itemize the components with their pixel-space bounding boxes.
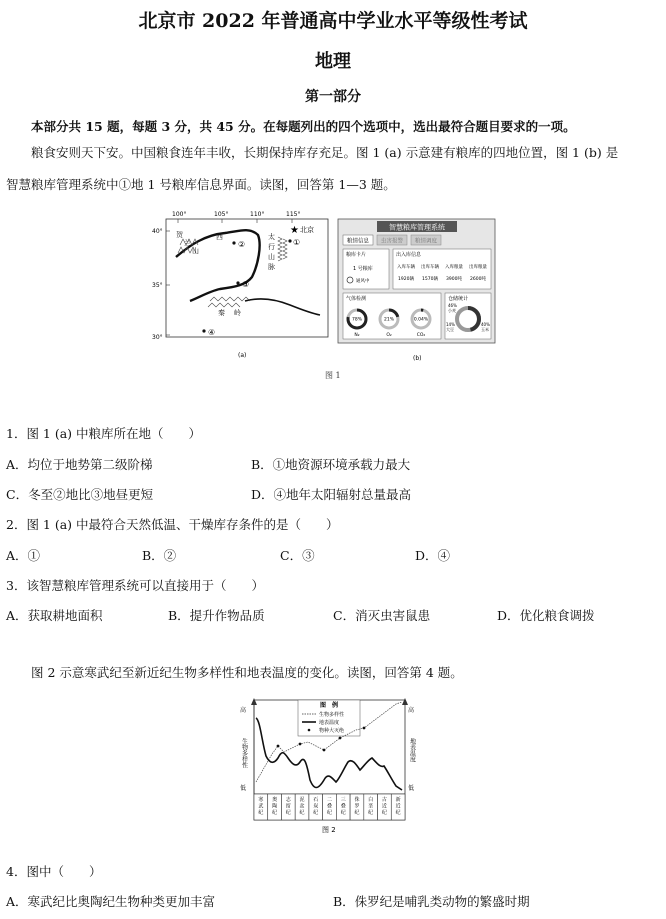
lon-label: 100° bbox=[172, 211, 187, 218]
q1-stem: 1．图 1 (a) 中粮库所在地（ ） bbox=[6, 426, 202, 441]
svg-text:西: 西 bbox=[216, 233, 223, 241]
period-label: 叠 bbox=[326, 803, 333, 810]
svg-text:出库车辆: 出库车辆 bbox=[421, 265, 439, 270]
svg-text:大豆: 大豆 bbox=[446, 327, 454, 332]
svg-text:高: 高 bbox=[408, 707, 415, 714]
q3-stem: 3．该智慧粮库管理系统可以直接用于（ ） bbox=[6, 578, 264, 593]
point-1: ① bbox=[293, 238, 301, 247]
q2-option-b[interactable]: B．② bbox=[142, 548, 177, 563]
period-label: 留 bbox=[285, 803, 291, 810]
period-label: 纪 bbox=[340, 810, 346, 816]
period-label: 叠 bbox=[340, 803, 346, 810]
legend-title: 图 例 bbox=[319, 702, 339, 709]
svg-text:入库粮量: 入库粮量 bbox=[445, 265, 463, 270]
period-label: 武 bbox=[258, 803, 264, 810]
tab-grain-info: 粮情信息 bbox=[346, 238, 370, 245]
period-label: 纪 bbox=[285, 810, 291, 816]
q4-stem: 4．图中（ ） bbox=[6, 864, 102, 879]
gauge-gas: O₂ bbox=[386, 333, 392, 338]
figure2-chart bbox=[238, 698, 420, 838]
svg-text:行: 行 bbox=[268, 243, 275, 251]
lon-label: 110° bbox=[250, 211, 265, 218]
q1-option-a[interactable]: A．均位于地势第二级阶梯 bbox=[6, 457, 153, 472]
svg-text:46%: 46% bbox=[448, 303, 457, 308]
figure2-caption: 图 2 bbox=[322, 826, 336, 834]
svg-text:14%: 14% bbox=[446, 322, 455, 327]
period-label: 炭 bbox=[313, 803, 319, 810]
q1-option-c[interactable]: C．冬至②地比③地昼更短 bbox=[6, 487, 154, 502]
q1-option-b[interactable]: B．①地资源环境承载力最大 bbox=[251, 457, 411, 472]
q2-stem: 2．图 1 (a) 中最符合天然低温、干燥库存条件的是（ ） bbox=[6, 517, 339, 532]
svg-text:通风中: 通风中 bbox=[356, 279, 370, 284]
intro2: 图 2 示意寒武纪至新近纪生物多样性和地表温度的变化。读图，回答第 4 题。 bbox=[31, 665, 463, 680]
part-title: 第一部分 bbox=[305, 89, 361, 105]
svg-text:兰: 兰 bbox=[184, 239, 191, 247]
period-label: 石 bbox=[313, 797, 319, 803]
right-axis-label: 地表温度 bbox=[408, 738, 416, 762]
svg-text:1 号粮库: 1 号粮库 bbox=[353, 266, 373, 272]
svg-text:太: 太 bbox=[268, 233, 275, 241]
svg-text:出入库信息: 出入库信息 bbox=[396, 252, 422, 258]
intro1-line1: 粮食安则天下安。中国粮食连年丰收，长期保持库存充足。图 1 (a) 示意建有粮库的四地位置，图 1 (b) 是 bbox=[31, 145, 619, 160]
svg-text:3900吨: 3900吨 bbox=[446, 277, 462, 282]
period-label: 纪 bbox=[313, 810, 319, 816]
star-icon: ★ bbox=[290, 225, 299, 236]
q4-option-b[interactable]: B．侏罗纪是哺乳类动物的繁盛时期 bbox=[333, 894, 530, 909]
period-label: 泥 bbox=[299, 797, 305, 803]
q2-option-d[interactable]: D．④ bbox=[415, 548, 451, 563]
svg-text:低: 低 bbox=[408, 785, 415, 792]
period-label: 罗 bbox=[354, 803, 360, 810]
subject-title: 地理 bbox=[315, 51, 351, 72]
exam-title: 北京市 2022 年普通高中学业水平等级性考试 bbox=[138, 10, 528, 32]
tab-dispatch: 粮情调度 bbox=[414, 238, 438, 245]
period-label: 纪 bbox=[368, 810, 374, 816]
svg-text:地表温度: 地表温度 bbox=[319, 720, 340, 726]
q3-option-c[interactable]: C．消灭虫害鼠患 bbox=[333, 608, 431, 623]
svg-text:1570辆: 1570辆 bbox=[422, 277, 438, 282]
svg-text:2600吨: 2600吨 bbox=[470, 277, 486, 282]
period-label: 纪 bbox=[299, 810, 305, 816]
left-axis-label: 生物多样性 bbox=[240, 738, 248, 768]
svg-text:脉: 脉 bbox=[268, 263, 275, 271]
svg-text:生物多样性: 生物多样性 bbox=[319, 712, 345, 718]
period-label: 三 bbox=[340, 797, 346, 803]
gauge-pct: 78% bbox=[351, 317, 363, 323]
figure1-system bbox=[337, 218, 497, 366]
svg-text:秦: 秦 bbox=[218, 309, 225, 317]
gauge-gas: N₂ bbox=[354, 333, 360, 338]
q3-option-d[interactable]: D．优化粮食调拨 bbox=[497, 608, 595, 623]
point-4: ④ bbox=[208, 328, 216, 337]
q2-option-a[interactable]: A．① bbox=[6, 548, 41, 563]
lat-label: 40° bbox=[152, 228, 163, 235]
svg-text:贺: 贺 bbox=[176, 231, 183, 239]
lon-label: 105° bbox=[214, 211, 229, 218]
period-label: 近 bbox=[381, 803, 387, 810]
system-title: 智慧粮库管理系统 bbox=[389, 223, 445, 232]
q2-option-c[interactable]: C．③ bbox=[280, 548, 315, 563]
lat-label: 30° bbox=[152, 334, 163, 341]
period-label: 垩 bbox=[368, 803, 374, 810]
svg-text:粮库卡片: 粮库卡片 bbox=[346, 252, 367, 258]
figure1-caption: 图 1 bbox=[325, 371, 341, 380]
beijing-label: 北京 bbox=[300, 226, 314, 234]
svg-text:岭: 岭 bbox=[234, 309, 241, 317]
tab-pest-alarm: 虫害报警 bbox=[380, 238, 404, 245]
gauge-pct: 0.04% bbox=[413, 317, 429, 323]
point-2: ② bbox=[238, 240, 246, 249]
period-label: 近 bbox=[395, 803, 401, 810]
period-label: 二 bbox=[326, 797, 333, 803]
svg-text:出库粮量: 出库粮量 bbox=[469, 265, 487, 270]
svg-text:高: 高 bbox=[240, 707, 247, 714]
period-label: 侏 bbox=[354, 797, 360, 803]
period-label: 纪 bbox=[272, 810, 278, 816]
lon-label: 115° bbox=[286, 211, 301, 218]
period-label: 白 bbox=[368, 797, 374, 803]
intro1-line2: 智慧粮库管理系统中①地 1 号粮库信息界面。读图，回答第 1—3 题。 bbox=[6, 177, 396, 192]
period-label: 新 bbox=[395, 797, 401, 803]
svg-text:山: 山 bbox=[192, 247, 199, 255]
svg-text:入库车辆: 入库车辆 bbox=[397, 265, 415, 270]
svg-text:1920辆: 1920辆 bbox=[398, 277, 414, 282]
lat-label: 35° bbox=[152, 282, 163, 289]
gauge-pct: 21% bbox=[383, 317, 395, 323]
system-sub-label: (b) bbox=[413, 355, 422, 362]
q1-option-d[interactable]: D．④地年太阳辐射总量最高 bbox=[251, 487, 412, 502]
svg-text:仓储统计: 仓储统计 bbox=[448, 296, 469, 302]
period-label: 纪 bbox=[258, 810, 264, 816]
svg-text:气体检测: 气体检测 bbox=[346, 296, 367, 302]
period-label: 奥 bbox=[272, 797, 278, 803]
figure1-map bbox=[150, 205, 332, 365]
period-label: 盆 bbox=[299, 803, 305, 810]
instructions: 本部分共 15 题，每题 3 分，共 45 分。在每题列出的四个选项中，选出最符合题目要求的一项。 bbox=[31, 119, 576, 134]
gauge-gas: CO₂ bbox=[416, 333, 426, 338]
period-label: 志 bbox=[285, 797, 291, 803]
point-3: ③ bbox=[242, 280, 250, 289]
period-label: 寒 bbox=[258, 797, 264, 803]
period-label: 纪 bbox=[381, 810, 387, 816]
map-sub-label: (a) bbox=[238, 352, 247, 359]
svg-text:低: 低 bbox=[240, 785, 247, 792]
period-label: 古 bbox=[381, 797, 387, 803]
q3-option-b[interactable]: B．提升作物品质 bbox=[168, 608, 265, 623]
period-label: 陶 bbox=[272, 803, 278, 810]
svg-text:小麦: 小麦 bbox=[448, 308, 456, 313]
period-label: 纪 bbox=[354, 810, 360, 816]
svg-text:40%: 40% bbox=[481, 322, 490, 327]
period-label: 纪 bbox=[395, 810, 401, 816]
svg-text:山: 山 bbox=[268, 253, 275, 261]
q3-option-a[interactable]: A．获取耕地面积 bbox=[6, 608, 103, 623]
svg-text:玉米: 玉米 bbox=[481, 327, 489, 332]
q4-option-a[interactable]: A．寒武纪比奥陶纪生物种类更加丰富 bbox=[6, 894, 216, 909]
svg-text:物种大灭绝: 物种大灭绝 bbox=[319, 728, 345, 734]
period-label: 纪 bbox=[326, 810, 333, 816]
